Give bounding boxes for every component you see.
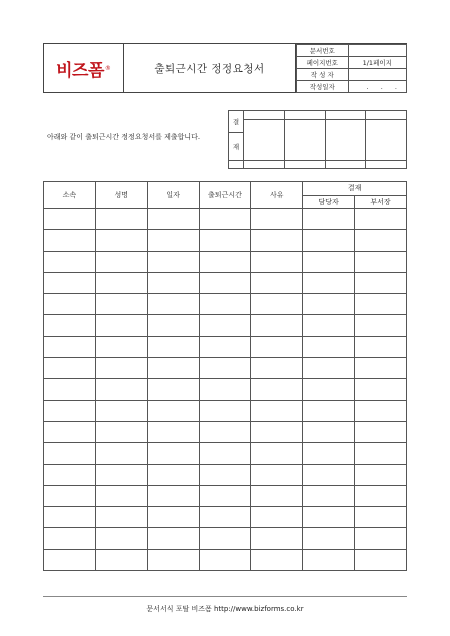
table-cell[interactable] [355, 464, 407, 485]
table-cell[interactable] [95, 315, 147, 336]
table-cell[interactable] [147, 507, 199, 528]
table-cell[interactable] [355, 421, 407, 442]
table-cell[interactable] [147, 485, 199, 506]
approval-date-cell[interactable] [325, 161, 366, 169]
table-cell[interactable] [303, 251, 355, 272]
table-cell[interactable] [251, 549, 303, 570]
table-cell[interactable] [147, 400, 199, 421]
table-cell[interactable] [251, 336, 303, 357]
column-header-date: 일자 [147, 182, 199, 209]
column-header-manager: 부서장 [355, 195, 407, 209]
approval-title-cell[interactable] [284, 111, 325, 120]
table-cell[interactable] [147, 528, 199, 549]
column-header-time: 출퇴근시간 [199, 182, 251, 209]
table-cell[interactable] [251, 379, 303, 400]
footer-divider [43, 596, 407, 597]
table-cell[interactable] [251, 294, 303, 315]
meta-value[interactable]: . . . [348, 81, 406, 93]
table-row [44, 358, 407, 379]
table-row [44, 336, 407, 357]
table-cell[interactable] [95, 230, 147, 251]
table-cell[interactable] [251, 507, 303, 528]
table-cell[interactable] [303, 209, 355, 230]
table-cell[interactable] [303, 358, 355, 379]
table-cell[interactable] [95, 379, 147, 400]
table-cell[interactable] [303, 443, 355, 464]
table-cell[interactable] [303, 549, 355, 570]
table-cell[interactable] [303, 272, 355, 293]
table-cell[interactable] [251, 209, 303, 230]
column-header-approval: 결재 [303, 182, 407, 196]
table-cell[interactable] [199, 507, 251, 528]
table-cell[interactable] [199, 251, 251, 272]
table-cell[interactable] [199, 549, 251, 570]
table-cell[interactable] [95, 358, 147, 379]
approval-sign-cell[interactable] [284, 120, 325, 161]
table-cell[interactable] [95, 485, 147, 506]
meta-row [297, 69, 407, 81]
table-cell[interactable] [95, 464, 147, 485]
logo-text: 비즈폼 [56, 60, 104, 81]
table-row [44, 507, 407, 528]
table-cell[interactable] [44, 464, 96, 485]
table-row [44, 549, 407, 570]
table-cell[interactable] [44, 421, 96, 442]
table-cell[interactable] [355, 272, 407, 293]
table-cell[interactable] [44, 230, 96, 251]
meta-value[interactable]: 1/1페이지 [348, 57, 406, 69]
table-cell[interactable] [147, 251, 199, 272]
table-cell[interactable] [303, 336, 355, 357]
table-cell[interactable] [44, 400, 96, 421]
table-cell[interactable] [251, 272, 303, 293]
table-cell[interactable] [199, 464, 251, 485]
table-row [44, 209, 407, 230]
table-cell[interactable] [303, 464, 355, 485]
table-cell[interactable] [44, 294, 96, 315]
meta-label: 작 성 자 [297, 69, 349, 81]
approval-sign-cell[interactable] [325, 120, 366, 161]
table-cell[interactable] [355, 528, 407, 549]
table-cell[interactable] [147, 315, 199, 336]
table-cell[interactable] [303, 315, 355, 336]
table-cell[interactable] [303, 528, 355, 549]
approval-date-cell[interactable] [244, 161, 285, 169]
meta-label: 페이지번호 [297, 57, 349, 69]
meta-label: 문서번호 [297, 45, 349, 57]
approval-sign-row [229, 120, 407, 133]
table-cell[interactable] [199, 485, 251, 506]
table-cell[interactable] [95, 251, 147, 272]
table-cell[interactable] [355, 379, 407, 400]
table-row [44, 251, 407, 272]
approval-sign-cell[interactable] [244, 120, 285, 161]
table-cell[interactable] [355, 336, 407, 357]
table-row [44, 464, 407, 485]
approval-label-top: 결 [229, 111, 244, 133]
table-cell[interactable] [303, 294, 355, 315]
table-cell[interactable] [355, 251, 407, 272]
table-cell[interactable] [355, 443, 407, 464]
table-cell[interactable] [44, 507, 96, 528]
table-cell[interactable] [355, 294, 407, 315]
meta-row [297, 81, 407, 93]
table-cell[interactable] [355, 315, 407, 336]
table-cell[interactable] [199, 421, 251, 442]
approval-sign-cell[interactable] [366, 120, 407, 161]
table-cell[interactable] [147, 358, 199, 379]
table-cell[interactable] [44, 315, 96, 336]
table-cell[interactable] [199, 379, 251, 400]
table-cell[interactable] [95, 209, 147, 230]
table-row [44, 230, 407, 251]
approval-date-label [229, 161, 244, 169]
request-table [43, 181, 407, 571]
table-cell[interactable] [147, 443, 199, 464]
table-row [44, 528, 407, 549]
meta-value[interactable] [348, 45, 406, 57]
approval-box [228, 110, 407, 169]
table-cell[interactable] [199, 294, 251, 315]
table-cell[interactable] [303, 379, 355, 400]
table-cell[interactable] [44, 209, 96, 230]
table-cell[interactable] [199, 400, 251, 421]
table-cell[interactable] [95, 336, 147, 357]
table-cell[interactable] [355, 507, 407, 528]
table-cell[interactable] [251, 230, 303, 251]
table-row [44, 379, 407, 400]
meta-row [297, 45, 407, 57]
registered-mark: ® [104, 64, 111, 72]
approval-title-cell[interactable] [366, 111, 407, 120]
table-cell[interactable] [251, 251, 303, 272]
table-cell[interactable] [355, 358, 407, 379]
footer-text: 문서서식 포탈 비즈폼 http://www.bizforms.co.kr [146, 605, 304, 613]
table-header-row [44, 182, 407, 196]
table-cell[interactable] [44, 485, 96, 506]
column-header-name: 성명 [95, 182, 147, 209]
approval-title-cell[interactable] [325, 111, 366, 120]
table-cell[interactable] [199, 336, 251, 357]
approval-label-bottom: 재 [229, 133, 244, 161]
table-cell[interactable] [147, 209, 199, 230]
table-cell[interactable] [95, 528, 147, 549]
table-cell[interactable] [44, 549, 96, 570]
meta-label: 작성일자 [297, 81, 349, 93]
column-header-reason: 사유 [251, 182, 303, 209]
table-cell[interactable] [44, 379, 96, 400]
table-cell[interactable] [355, 485, 407, 506]
table-cell[interactable] [303, 400, 355, 421]
table-cell[interactable] [44, 528, 96, 549]
table-row [44, 315, 407, 336]
table-cell[interactable] [251, 358, 303, 379]
table-cell[interactable] [147, 336, 199, 357]
table-cell[interactable] [199, 230, 251, 251]
table-cell[interactable] [199, 358, 251, 379]
table-row [44, 443, 407, 464]
table-cell[interactable] [44, 336, 96, 357]
table-cell[interactable] [303, 485, 355, 506]
approval-title-cell[interactable] [244, 111, 285, 120]
table-cell[interactable] [303, 421, 355, 442]
table-cell[interactable] [147, 421, 199, 442]
table-cell[interactable] [147, 272, 199, 293]
column-header-affiliation: 소속 [44, 182, 96, 209]
table-cell[interactable] [199, 272, 251, 293]
table-cell[interactable] [95, 443, 147, 464]
table-cell[interactable] [95, 507, 147, 528]
table-cell[interactable] [44, 272, 96, 293]
table-cell[interactable] [147, 549, 199, 570]
table-cell[interactable] [95, 400, 147, 421]
meta-value[interactable] [348, 69, 406, 81]
column-header-staff: 담당자 [303, 195, 355, 209]
document-header [43, 43, 407, 93]
table-cell[interactable] [251, 485, 303, 506]
table-cell[interactable] [251, 464, 303, 485]
table-cell[interactable] [147, 230, 199, 251]
table-cell[interactable] [44, 251, 96, 272]
table-cell[interactable] [147, 294, 199, 315]
table-cell[interactable] [147, 379, 199, 400]
table-row [44, 272, 407, 293]
table-cell[interactable] [199, 209, 251, 230]
meta-table [296, 44, 407, 93]
table-cell[interactable] [44, 443, 96, 464]
table-cell[interactable] [95, 549, 147, 570]
table-cell[interactable] [44, 358, 96, 379]
table-cell[interactable] [303, 507, 355, 528]
table-cell[interactable] [355, 230, 407, 251]
document-title: 출퇴근시간 정정요청서 [124, 44, 296, 92]
table-cell[interactable] [95, 421, 147, 442]
table-cell[interactable] [303, 230, 355, 251]
table-cell[interactable] [251, 528, 303, 549]
table-cell[interactable] [95, 294, 147, 315]
table-cell[interactable] [251, 443, 303, 464]
table-cell[interactable] [147, 464, 199, 485]
logo [44, 44, 124, 92]
table-cell[interactable] [355, 209, 407, 230]
table-row [44, 294, 407, 315]
approval-header-row [229, 111, 407, 120]
table-cell[interactable] [199, 528, 251, 549]
table-cell[interactable] [251, 400, 303, 421]
intro-text: 아래와 같이 출퇴근시간 정정요청서를 제출합니다. [47, 133, 201, 141]
table-row [44, 400, 407, 421]
table-cell[interactable] [199, 315, 251, 336]
table-row [44, 485, 407, 506]
table-cell[interactable] [199, 443, 251, 464]
approval-date-cell[interactable] [284, 161, 325, 169]
approval-date-row [229, 161, 407, 169]
approval-date-cell[interactable] [366, 161, 407, 169]
table-cell[interactable] [355, 549, 407, 570]
table-cell[interactable] [95, 272, 147, 293]
meta-row [297, 57, 407, 69]
table-cell[interactable] [355, 400, 407, 421]
table-cell[interactable] [251, 421, 303, 442]
table-cell[interactable] [251, 315, 303, 336]
table-row [44, 421, 407, 442]
